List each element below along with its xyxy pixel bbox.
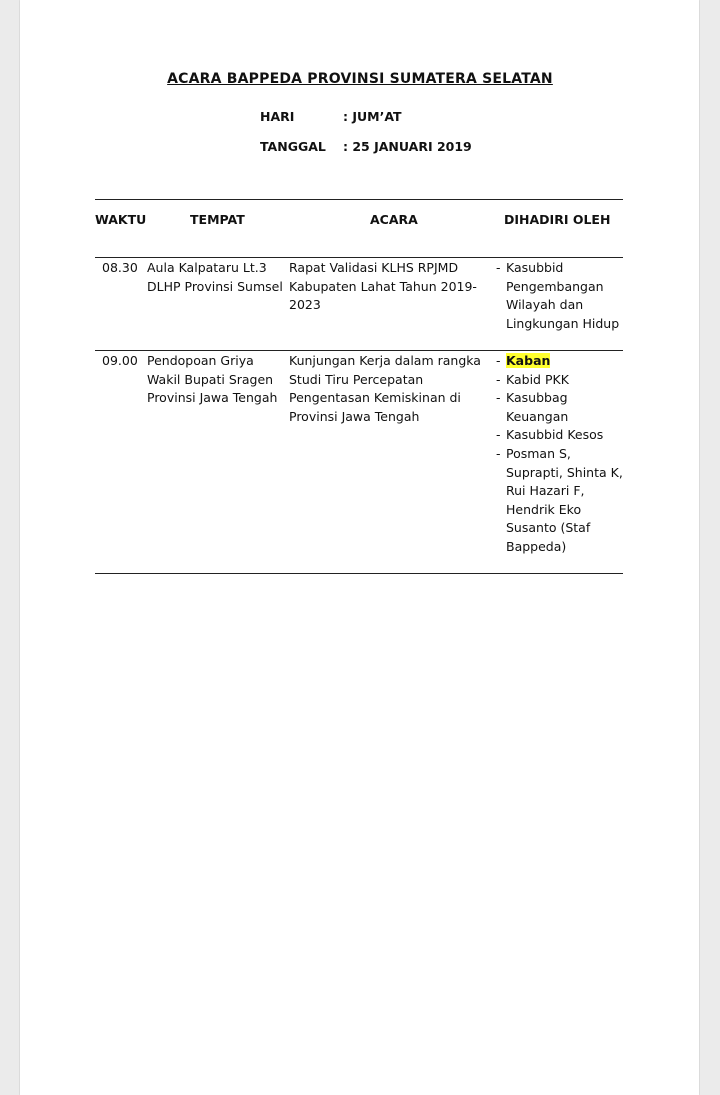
- document-title: ACARA BAPPEDA PROVINSI SUMATERA SELATAN: [167, 71, 553, 87]
- row2-attendee-2: - Kabid PKK: [496, 371, 631, 390]
- row1-acara: Rapat Validasi KLHS RPJMD Kabupaten Lahat Tahun 2019-2023: [289, 260, 477, 313]
- hari-value: : JUM’AT: [343, 109, 402, 124]
- row2-waktu: 09.00: [102, 353, 138, 368]
- header-bottom-rule: [95, 257, 623, 258]
- row1-tempat: Aula Kalpataru Lt.3 DLHP Provinsi Sumsel: [147, 260, 283, 294]
- row2-attendee-4: - Kasubbid Kesos: [496, 426, 631, 445]
- header-waktu: WAKTU: [95, 212, 147, 227]
- row2-attendee-5: - Posman S, Suprapti, Shinta K, Rui Hazari F, Hendrik Eko Susanto (Staf Bappeda): [496, 445, 631, 557]
- header-tempat: TEMPAT: [190, 212, 245, 227]
- row2-attendee-3: - Kasubbag Keuangan: [496, 389, 631, 426]
- table-bottom-rule: [95, 573, 623, 574]
- highlighted-attendee: Kaban: [506, 353, 551, 368]
- row2-tempat: Pendopoan Griya Wakil Bupati Sragen Provinsi Jawa Tengah: [147, 353, 278, 406]
- row2-attendee-1: [496, 352, 631, 371]
- tanggal-value: : 25 JANUARI 2019: [343, 139, 472, 154]
- row1-attendees: [496, 259, 631, 333]
- header-acara: ACARA: [370, 212, 418, 227]
- row2-acara: Kunjungan Kerja dalam rangka Studi Tiru Percepatan Pengentasan Kemiskinan di Provinsi Jawa Tengah: [289, 353, 481, 424]
- row2-attendees: [496, 352, 631, 557]
- row1-waktu: 08.30: [102, 260, 138, 275]
- row1-attendee-1: - Kasubbid Pengembangan Wilayah dan Lingkungan Hidup: [496, 259, 631, 333]
- header-dihadiri-oleh: DIHADIRI OLEH: [504, 212, 611, 227]
- table-top-rule: [95, 199, 623, 200]
- hari-label: HARI: [260, 109, 295, 124]
- row-divider: [95, 350, 623, 351]
- tanggal-label: TANGGAL: [260, 139, 326, 154]
